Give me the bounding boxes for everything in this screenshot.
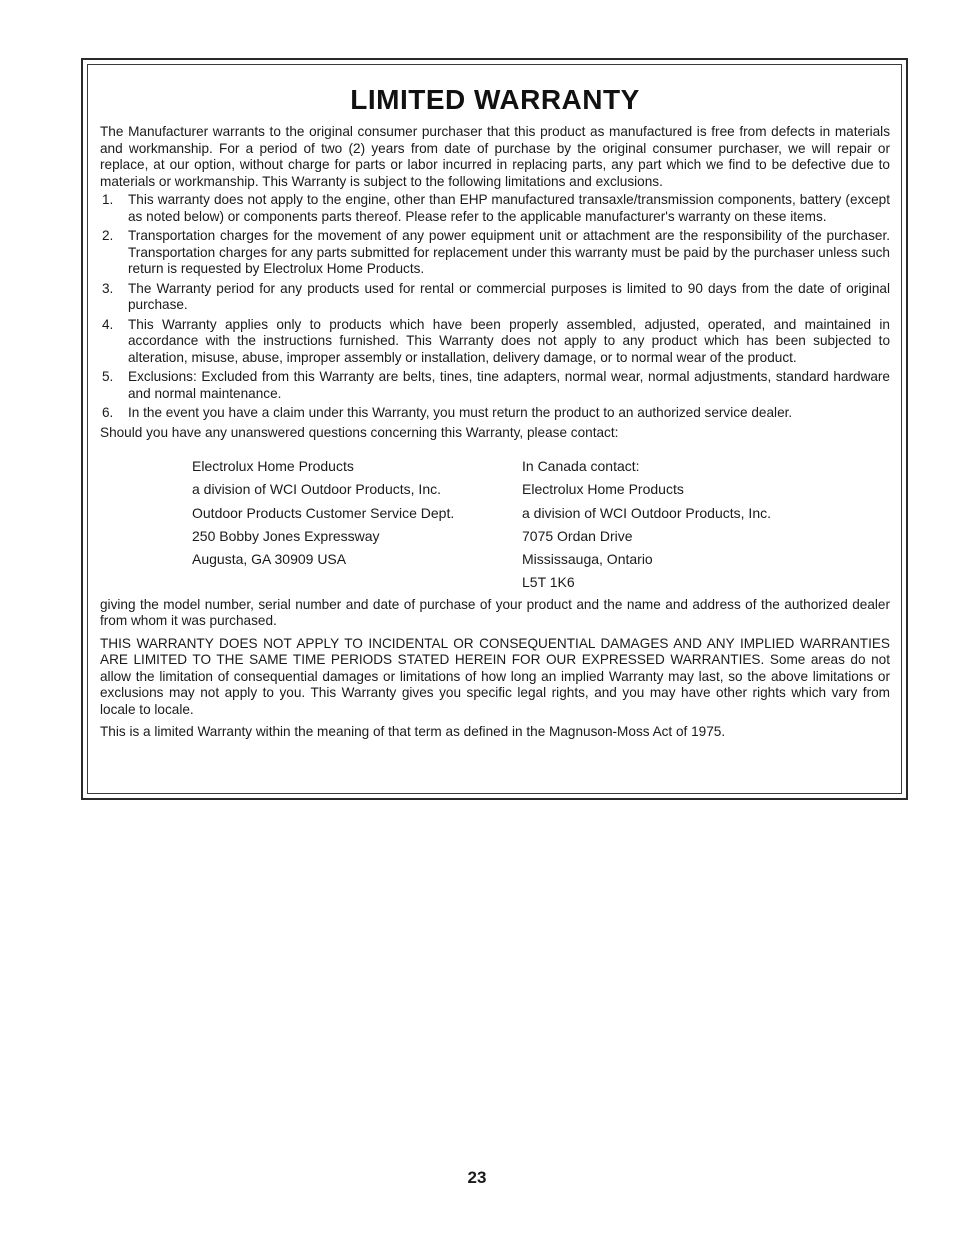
limitation-item [100, 369, 890, 402]
limitations-list [100, 192, 890, 422]
limitation-text: Exclusions: Excluded from this Warranty are belts, tines, tine adapters, normal wear, normal adjustments, standard hardware and normal maintenance. [128, 369, 890, 401]
canada-contact-address [522, 455, 852, 595]
limitation-item [100, 405, 890, 422]
limitation-text: This Warranty applies only to products which have been properly assembled, adjusted, operated, and maintained in accordance with the instructions furnished. This Warranty does not apply to any product which has been subjected to alteration, misuse, abuse, improper assembly or installation, delivery damage, or to normal wear of the product. [128, 316, 890, 365]
magnuson-moss-statement: This is a limited Warranty within the meaning of that term as defined in the Magnuson-Moss Act of 1975. [100, 724, 726, 740]
giving-details-text: giving the model number, serial number and date of purchase of your product and the name and address of the authorized dealer from whom it was purchased. [100, 596, 890, 629]
limitation-number: 3. [102, 280, 114, 296]
contact-addresses [192, 455, 890, 595]
page-number: 23 [467, 1168, 487, 1187]
limitation-text: In the event you have a claim under this Warranty, you must return the product to an authorized service dealer. [128, 405, 793, 420]
canada-contact-line: a division of WCI Outdoor Products, Inc. [522, 504, 771, 521]
us-contact-address [192, 455, 522, 595]
canada-contact-line: Electrolux Home Products [522, 481, 684, 498]
limitation-number: 1. [102, 192, 114, 207]
limitation-text: This warranty does not apply to the engine, other than EHP manufactured transaxle/transmission components, battery (except as noted below) or components parts thereof. Please refer to the applicable manufacturer's warranty on these items. [128, 192, 890, 224]
us-contact-line: Electrolux Home Products [192, 458, 354, 474]
limitation-number: 4. [102, 316, 114, 332]
warranty-disclaimer: THIS WARRANTY DOES NOT APPLY TO INCIDENTAL OR CONSEQUENTIAL DAMAGES AND ANY IMPLIED WARRANTIES ARE LIMITED TO THE SAME TIME PERIODS STATED HEREIN FOR OUR EXPRESSED WARRANTIES. Some areas do not allow the limitation of consequential damages or limitations of how long an implied Warranty may last, so the above limitations or exclusions may not apply to you. This Warranty gives you specific legal rights, and you may have other rights which vary from locale to locale. [100, 635, 890, 717]
contact-prompt: Should you have any unanswered questions concerning this Warranty, please contact: [100, 424, 619, 440]
limitation-item [100, 228, 890, 278]
us-contact-line: Augusta, GA 30909 USA [192, 551, 347, 568]
warranty-intro: The Manufacturer warrants to the original consumer purchaser that this product as manufactured is free from defects in materials and workmanship. For a period of two (2) years from date of purchase by the original consumer purchaser, we will repair or replace, at our option, without charge for parts or labor incurred in replacing parts, any part which we find to be defective due to materials or workmanship. This Warranty is subject to the following limitations and exclusions. [100, 124, 890, 189]
warranty-title: LIMITED WARRANTY [350, 84, 640, 115]
limitation-item [100, 317, 890, 367]
limitation-number: 2. [102, 228, 114, 243]
canada-contact-line: L5T 1K6 [522, 574, 575, 591]
limitation-number: 6. [102, 405, 114, 420]
us-contact-line: a division of WCI Outdoor Products, Inc. [192, 481, 441, 498]
limitation-text: Transportation charges for the movement of any power equipment unit or attachment are the responsibility of the purchaser. Transportation charges for any parts submitted for replacement under this warranty must be paid by the purchaser unless such return is requested by Electrolux Home Products. [128, 228, 890, 276]
limitation-item [100, 192, 890, 225]
limitation-item [100, 281, 890, 314]
us-contact-line: Outdoor Products Customer Service Dept. [192, 504, 455, 521]
canada-contact-line: Mississauga, Ontario [522, 551, 653, 568]
limitation-number: 5. [102, 369, 114, 384]
canada-contact-line: In Canada contact: [522, 458, 640, 474]
warranty-content [100, 84, 890, 741]
canada-contact-line: 7075 Ordan Drive [522, 527, 633, 544]
limitation-text: The Warranty period for any products used for rental or commercial purposes is limited to 90 days from the date of original purchase. [128, 280, 890, 312]
us-contact-line: 250 Bobby Jones Expressway [192, 527, 380, 544]
